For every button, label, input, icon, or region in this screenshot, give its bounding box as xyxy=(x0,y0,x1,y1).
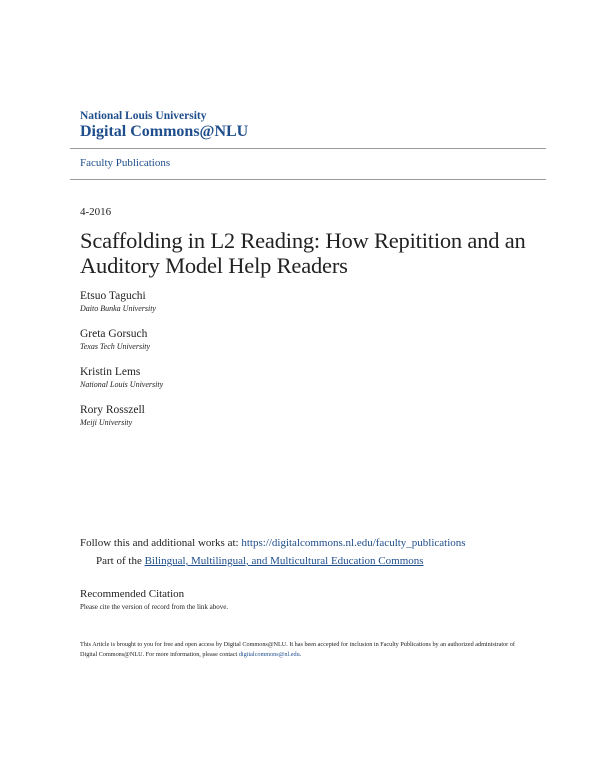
part-of-line xyxy=(96,555,424,567)
author-name: Rory Rosszell xyxy=(80,404,145,416)
article-title: Scaffolding in L2 Reading: How Repitition and an Auditory Model Help Readers xyxy=(80,228,526,278)
author-block xyxy=(80,403,480,428)
publication-date: 4-2016 xyxy=(80,206,112,218)
disclaimer-end: . xyxy=(299,651,302,658)
collection-url-link[interactable]: https://digitalcommons.nl.edu/faculty_publications xyxy=(241,537,466,549)
disclaimer-text: This Article is brought to you for free and open access by Digital Commons@NLU. It has been accepted for inclusion in Faculty Publications by an authorized administrator of Digital Commons@NLU. For more information, please contact xyxy=(80,641,515,658)
institution-name: National Louis University xyxy=(80,110,207,122)
author-name: Etsuo Taguchi xyxy=(80,290,146,302)
author-affiliation: National Louis University xyxy=(80,380,164,389)
author-name: Kristin Lems xyxy=(80,366,141,378)
author-block xyxy=(80,327,480,352)
author-block xyxy=(80,289,480,314)
author-name: Greta Gorsuch xyxy=(80,328,148,340)
commons-link[interactable]: Bilingual, Multilingual, and Multicultural Education Commons xyxy=(144,555,424,567)
author-block xyxy=(80,365,480,390)
author-affiliation: Texas Tech University xyxy=(80,342,151,351)
repository-name[interactable]: Digital Commons@NLU xyxy=(80,123,249,140)
collection-link[interactable]: Faculty Publications xyxy=(80,157,171,169)
contact-email-link[interactable]: digitalcommons@nl.edu xyxy=(238,651,300,658)
author-affiliation: Meiji University xyxy=(80,418,133,427)
recommended-citation-text: Please cite the version of record from the link above. xyxy=(80,603,229,611)
recommended-citation-heading: Recommended Citation xyxy=(80,588,185,600)
follow-line xyxy=(80,537,466,549)
access-disclaimer xyxy=(80,640,520,660)
part-of-label: Part of the xyxy=(96,555,145,567)
header-divider-top xyxy=(70,148,546,149)
follow-label: Follow this and additional works at: xyxy=(80,537,242,549)
author-affiliation: Daito Bunka University xyxy=(80,304,156,313)
header-divider-bottom xyxy=(70,179,546,180)
